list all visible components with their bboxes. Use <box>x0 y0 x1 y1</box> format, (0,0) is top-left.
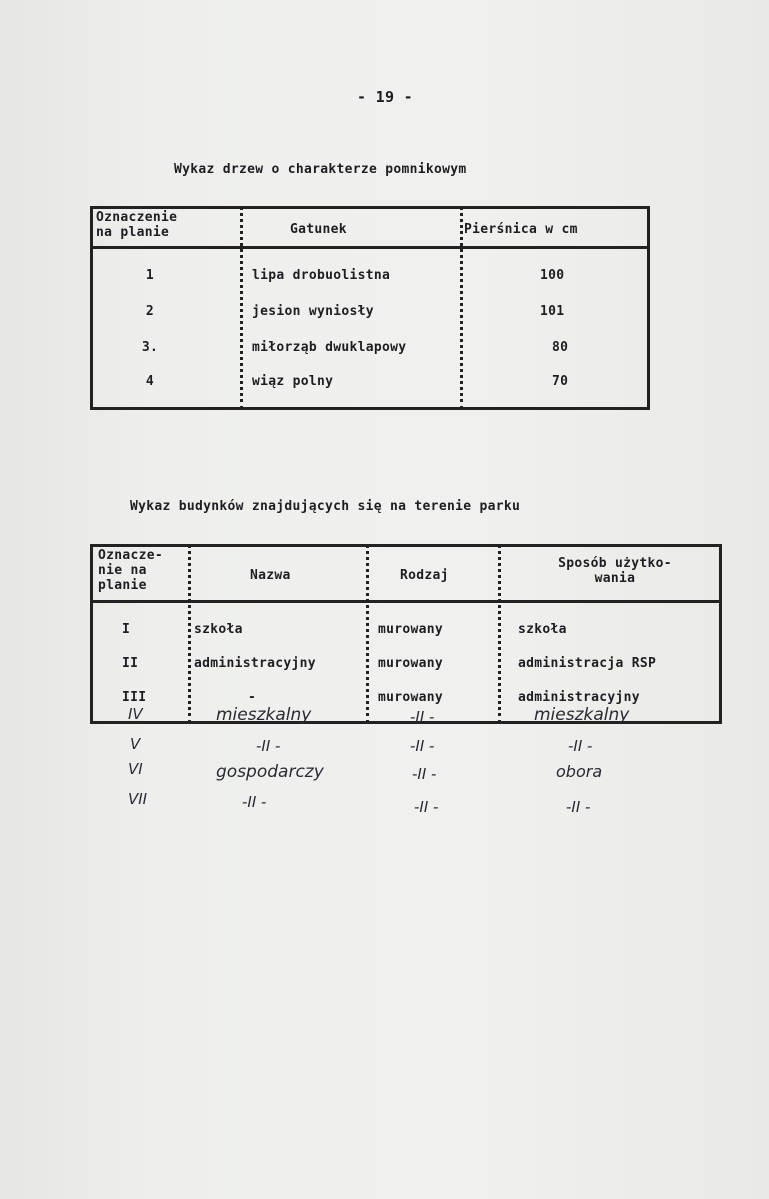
hand-row7-kind: -II - <box>414 798 439 816</box>
hand-row7-use: -II - <box>566 798 591 816</box>
buildings-table-title: Wykaz budynków znajdujących się na terenie parku <box>130 499 521 514</box>
page-number: - 19 - <box>357 88 413 106</box>
row4-girth: 70 <box>552 374 569 389</box>
row3-girth: 80 <box>552 340 569 355</box>
row1-name: szkoła <box>194 622 243 637</box>
row1-mark: 1 <box>145 268 155 283</box>
row1-use: szkoła <box>518 622 567 637</box>
hand-row5-use: -II - <box>568 737 593 755</box>
header-divider <box>90 600 722 603</box>
row1-kind: murowany <box>378 622 444 637</box>
row3-kind: murowany <box>378 690 444 705</box>
row3-mark: 3. <box>141 340 159 355</box>
row2-use: administracja RSP <box>518 656 657 671</box>
column-divider <box>188 544 191 724</box>
row2-name: administracyjny <box>194 656 316 671</box>
column-divider <box>366 544 369 724</box>
header-mark: Oznacze- nie na planie <box>98 548 164 593</box>
hand-row7-name: -II - <box>242 793 267 811</box>
hand-row4-use: mieszkalny <box>534 705 630 725</box>
row2-kind: murowany <box>378 656 444 671</box>
hand-row6-use: obora <box>556 762 603 781</box>
column-divider <box>498 544 501 724</box>
hand-row6-kind: -II - <box>412 765 437 783</box>
header-use: Sposób użytko- wania <box>558 556 672 586</box>
header-divider <box>90 246 650 249</box>
row1-mark: I <box>122 622 131 637</box>
hand-row6-mark: VI <box>128 760 143 778</box>
trees-table <box>90 206 650 410</box>
row2-species: jesion wyniosły <box>252 304 374 319</box>
hand-row4-mark: IV <box>128 705 143 723</box>
row4-species: wiąz polny <box>252 374 334 389</box>
column-divider <box>460 206 463 410</box>
buildings-table <box>90 544 722 724</box>
hand-row7-mark: VII <box>128 790 148 808</box>
header-mark: Oznaczenie na planie <box>96 210 178 240</box>
row2-mark: II <box>122 656 139 671</box>
row3-use: administracyjny <box>518 690 640 705</box>
row2-girth: 101 <box>540 304 565 319</box>
trees-table-title: Wykaz drzew o charakterze pomnikowym <box>174 162 467 177</box>
hand-row5-kind: -II - <box>410 737 435 755</box>
hand-row4-name: mieszkalny <box>216 705 312 725</box>
header-name: Nazwa <box>250 568 291 583</box>
row3-name: - <box>248 690 257 705</box>
hand-row4-kind: -II - <box>410 708 435 726</box>
row3-mark: III <box>122 690 147 705</box>
header-species: Gatunek <box>290 222 347 237</box>
header-kind: Rodzaj <box>400 568 449 583</box>
row1-girth: 100 <box>540 268 565 283</box>
hand-row5-mark: V <box>130 735 141 753</box>
row2-mark: 2 <box>145 304 155 319</box>
hand-row5-name: -II - <box>256 737 281 755</box>
row1-species: lipa drobuolistna <box>252 268 391 283</box>
row4-mark: 4 <box>145 374 155 389</box>
column-divider <box>240 206 243 410</box>
hand-row6-name: gospodarczy <box>216 762 324 782</box>
header-girth: Pierśnica w cm <box>464 222 578 237</box>
row3-species: miłorząb dwuklapowy <box>252 340 407 355</box>
